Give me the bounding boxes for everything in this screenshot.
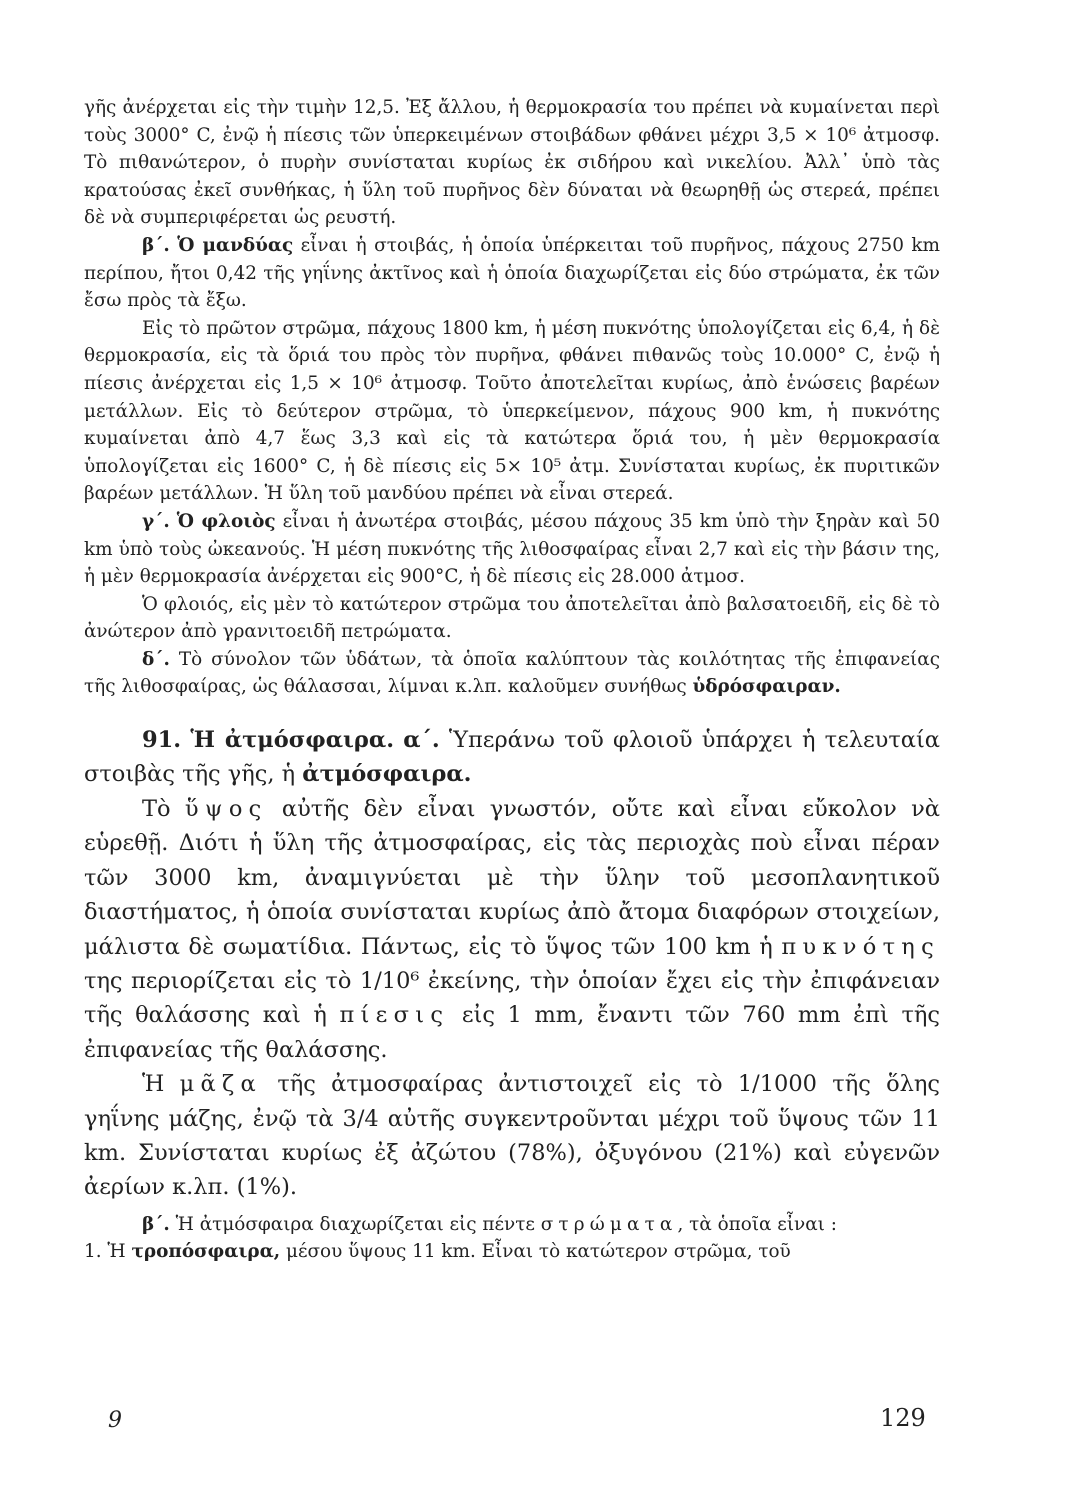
spaced-term-density: πυκνότης xyxy=(781,933,940,960)
item-label: β΄. xyxy=(142,1213,170,1235)
paragraph-core-conditions xyxy=(84,94,940,232)
spaced-term-mass: μᾶζα xyxy=(179,1071,263,1098)
paragraph-text: Ὁ φλοιός, εἰς μὲν τὸ κατώτερον στρῶμα του ἀποτελεῖται ἀπὸ βαλσατοειδῆ, εἰς δὲ τὸ ἀνώτερον ἀπὸ γρανιτοειδῆ πετρώματα. xyxy=(84,593,940,643)
text-run: Ἡ xyxy=(142,1071,180,1098)
text-run: αὐτῆς δὲν εἶναι γνωστόν, οὔτε καὶ εἶναι εὔκολον νὰ εὑρεθῇ. Διότι ἡ ὕλη τῆς ἀτμοσφαίρας, εἰς τὰς περιοχὰς ποὺ εἶναι πέραν τῶν 3000 km, ἀναμιγνύεται μὲ τὴν ὕλην τοῦ μεσοπλανητικοῦ διαστήματος, ἡ ὁποία συνίσταται κυρίως ἀπὸ ἄτομα διαφόρων στοιχείων, μάλιστα δὲ σωματίδια. Πάντως, εἰς τὸ ὕψος τῶν 100 km ἡ xyxy=(84,795,940,960)
paragraph-text: γῆς ἀνέρχεται εἰς τὴν τιμὴν 12,5. Ἐξ ἄλλου, ἡ θερμοκρασία του πρέπει νὰ κυμαίνεται περὶ τοὺς 3000° C, ἐνῷ ἡ πίεσις τῶν ὑπερκειμένων στοιβάδων φθάνει μέχρι 3,5 × 10⁶ ἀτμοσφ. Τὸ πιθανώτερον, ὁ πυρὴν συνίσταται κυρίως ἐκ σιδήρου καὶ νικελίου. Ἀλλ᾽ ὑπὸ τὰς κρατούσας ἐκεῖ συνθήκας, ἡ ὕλη τοῦ πυρῆνος δὲν δύναται νὰ θεωρηθῇ ὡς στερεά, πρέπει δὲ νὰ συμπεριφέρεται ὡς ρευστή. xyxy=(84,97,940,229)
text-run: , τὰ ὁποῖα εἶναι : xyxy=(677,1213,837,1235)
paragraph-hydrosphere xyxy=(84,646,940,701)
section-spacer xyxy=(84,701,940,723)
text-run: της περιορίζεται εἰς τὸ 1/10⁶ ἐκείνης, τὴν ὁποίαν ἔχει εἰς τὴν ἐπιφάνειαν τῆς θαλάσσης καὶ ἡ xyxy=(84,967,940,1029)
paragraph-troposphere xyxy=(84,1238,940,1266)
paragraph-atmosphere-mass xyxy=(84,1067,940,1205)
paragraph-text: εἶναι ἡ ἀνωτέρα στοιβάς, μέσου πάχους 35 km ὑπὸ τὴν ξηρὰν καὶ 50 km ὑπὸ τοὺς ὠκεανούς. Ἡ μέση πυκνότης τῆς λιθοσφαίρας εἶναι 2,7 καὶ εἰς τὴν βάσιν της, ἡ μὲν θερμοκρασία ἀνέρχεται εἰς 900°C, ἡ δὲ πίεσις εἰς 28.000 ἀτμοσ. xyxy=(84,510,940,588)
text-run: Ἡ ἀτμόσφαιρα διαχωρίζεται εἰς πέντε xyxy=(169,1213,541,1235)
item-label: β΄. xyxy=(142,234,170,256)
paragraph-atmosphere-height xyxy=(84,792,940,1067)
text-run: τῆς ἀτμοσφαίρας ἀντιστοιχεῖ εἰς τὸ 1/1000 τῆς ὅλης γηΐνης μάζης, ἐνῷ τὰ 3/4 αὐτῆς συγκεντροῦνται μέχρι τοῦ ὕψους τῶν 11 km. Συνίσταται κυρίως ἐξ ἀζώτου (78%), ὀξυγόνου (21%) καὶ εὐγενῶν ἀερίων κ.λπ. (1%). xyxy=(84,1071,940,1201)
paragraph-text: Εἰς τὸ πρῶτον στρῶμα, πάχους 1800 km, ἡ μέση πυκνότης ὑπολογίζεται εἰς 6,4, ἡ δὲ θερμοκρασία, εἰς τὰ ὅριά του πρὸς τὸν πυρῆνα, φθάνει πιθανῶς τοὺς 10.000° C, ἐνῷ ἡ πίεσις ἀνέρχεται εἰς 1,5 × 10⁶ ἀτμοσφ. Τοῦτο ἀποτελεῖται κυρίως, ἀπὸ ἑνώσεις βαρέων μετάλλων. Εἰς τὸ δεύτερον στρῶμα, τὸ ὑπερκείμενον, πάχους 900 km, ἡ πυκνότης κυμαίνεται ἀπὸ 4,7 ἕως 3,3 καὶ εἰς τὰ κατώτερα ὅριά του, ἡ μὲν θερμοκρασία ὑπολογίζεται εἰς 1600° C, ἡ δὲ πίεσις εἰς 5× 10⁵ ἀτμ. Συνίσταται κυρίως, ἐκ πυριτικῶν βαρέων μετάλλων. Ἡ ὕλη τοῦ μανδύου πρέπει νὰ εἶναι στερεά. xyxy=(84,317,940,505)
page-body xyxy=(84,94,940,1266)
text-run: εἰς 1 mm, ἔναντι τῶν 760 mm ἐπὶ τῆς ἐπιφανείας τῆς θαλάσσης. xyxy=(84,1002,940,1063)
section-heading-atmosphere xyxy=(84,723,940,792)
item-label: δ΄. xyxy=(142,648,170,670)
text-run: μέσου ὕψους 11 km. Εἶναι τὸ κατώτερον στρῶμα, τοῦ xyxy=(280,1241,791,1263)
paragraph-crust xyxy=(84,508,940,591)
section-number: 91. xyxy=(142,727,182,754)
upper-section xyxy=(84,94,940,701)
lower-section xyxy=(84,1211,940,1266)
paragraph-mantle-layers xyxy=(84,315,940,508)
item-label: γ΄. xyxy=(142,510,170,532)
signature-mark: 9 xyxy=(108,1408,122,1433)
atmosphere-section xyxy=(84,723,940,1205)
paragraph-text: εἶναι ἡ στοιβάς, ἡ ὁποία ὑπέρκειται τοῦ πυρῆνος, πάχους 2750 km περίπου, ἤτοι 0,42 τῆς γηΐνης ἀκτῖνος καὶ ἡ ὁποία διαχωρίζεται εἰς δύο στρώματα, ἐκ τῶν ἔσω πρὸς τὰ ἔξω. xyxy=(84,234,940,312)
term-crust: Ὁ φλοιὸς xyxy=(176,510,276,532)
term-atmosphere: ἀτμόσφαιρα. xyxy=(302,761,472,788)
text-run: Τὸ xyxy=(142,795,185,822)
spaced-term-layers: στρώματα xyxy=(540,1213,678,1235)
term-troposphere: τροπόσφαιρα, xyxy=(131,1241,281,1263)
paragraph-mantle xyxy=(84,232,940,315)
paragraph-crust-rocks xyxy=(84,591,940,646)
section-title: Ἡ ἀτμόσφαιρα. xyxy=(190,727,395,754)
term-hydrosphere: ὑδρόσφαιραν. xyxy=(692,676,841,698)
section-intro: Ὑπεράνω τοῦ φλοιοῦ ὑπάρχει ἡ τελευταία στοιβὰς τῆς γῆς, ἡ xyxy=(84,727,940,788)
page-number: 129 xyxy=(880,1404,926,1432)
spaced-term-height: ὕψος xyxy=(184,795,268,822)
paragraph-atmosphere-layers xyxy=(84,1211,940,1239)
term-mantle: Ὁ μανδύας xyxy=(177,234,294,256)
paragraph-text: Τὸ σύνολον τῶν ὑδάτων, τὰ ὁποῖα καλύπτουν τὰς κοιλότητας τῆς ἐπιφανείας τῆς λιθοσφαίρας, ὡς θάλασσαι, λίμναι κ.λπ. καλοῦμεν συνήθως xyxy=(84,648,940,698)
item-label: α΄. xyxy=(403,727,440,754)
text-run: 1. Ἡ xyxy=(84,1241,132,1263)
spaced-term-pressure: πίεσις xyxy=(339,1002,450,1029)
